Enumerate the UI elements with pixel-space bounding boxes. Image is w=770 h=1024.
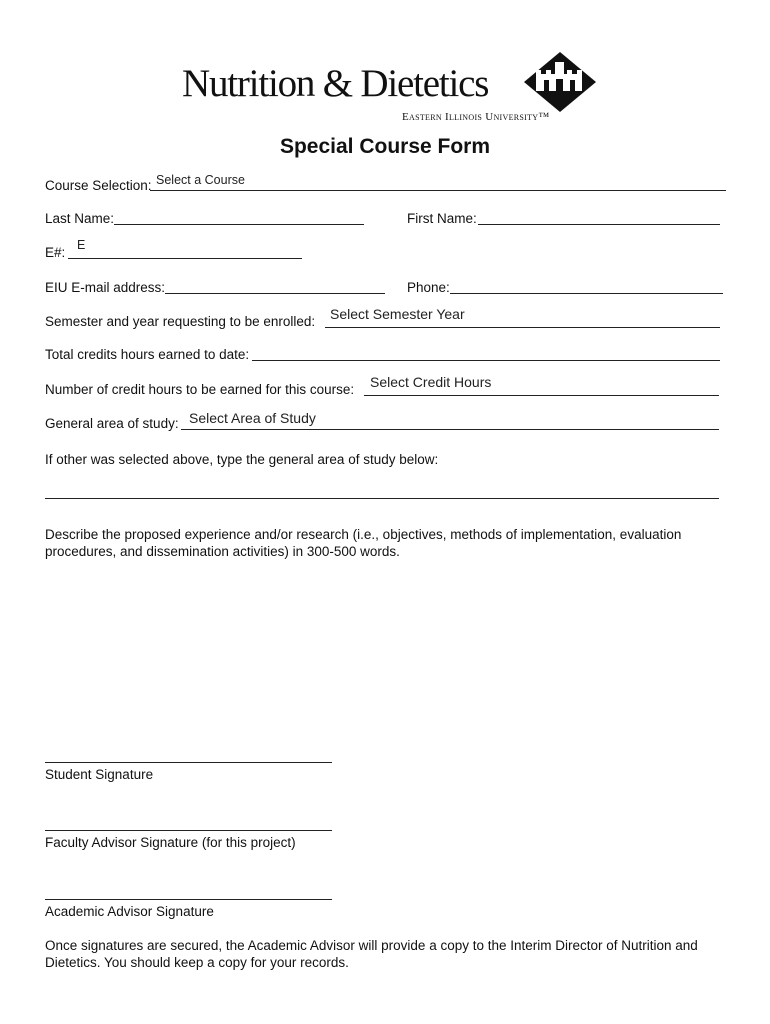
semester-year-underline <box>325 327 720 328</box>
course-selection-label: Course Selection: <box>45 178 152 193</box>
eiu-castle-logo-icon <box>522 50 598 114</box>
academic-signature-line[interactable] <box>45 899 332 900</box>
credit-hours-underline <box>364 395 719 396</box>
student-signature-label: Student Signature <box>45 767 154 782</box>
semester-year-dropdown[interactable]: Select Semester Year <box>330 306 465 322</box>
credit-hours-label: Number of credit hours to be earned for this course: <box>45 382 355 397</box>
phone-field[interactable] <box>450 293 723 294</box>
total-credits-label: Total credits hours earned to date: <box>45 347 250 362</box>
other-area-label: If other was selected above, type the general area of study below: <box>45 452 439 467</box>
first-name-label: First Name: <box>407 211 477 226</box>
area-of-study-underline <box>181 429 719 430</box>
last-name-field[interactable] <box>114 224 364 225</box>
footer-note: Once signatures are secured, the Academic Advisor will provide a copy to the Interim Director of Nutrition and Dietetics. You should keep a copy for your records. <box>45 938 698 970</box>
last-name-label: Last Name: <box>45 211 115 226</box>
e-number-label: E#: <box>45 245 66 260</box>
phone-label: Phone: <box>407 280 450 295</box>
course-selection-underline <box>150 190 726 191</box>
semester-year-label: Semester and year requesting to be enrolled: <box>45 314 316 329</box>
total-credits-field[interactable] <box>252 360 720 361</box>
first-name-field[interactable] <box>478 224 720 225</box>
description-prompt: Describe the proposed experience and/or research (i.e., objectives, methods of implementation, evaluation procedures, and dissemination activities) in 300-500 words. <box>45 527 682 559</box>
logo-title: Nutrition & Dietetics <box>182 62 489 105</box>
other-area-field[interactable] <box>45 498 719 499</box>
email-field[interactable] <box>165 293 385 294</box>
course-selection-dropdown[interactable]: Select a Course <box>156 173 245 187</box>
faculty-signature-line[interactable] <box>45 830 332 831</box>
logo-subtitle: Eastern Illinois University™ <box>402 111 550 123</box>
credit-hours-dropdown[interactable]: Select Credit Hours <box>370 374 492 390</box>
email-label: EIU E-mail address: <box>45 280 166 295</box>
area-of-study-dropdown[interactable]: Select Area of Study <box>189 410 316 426</box>
area-of-study-label: General area of study: <box>45 416 179 431</box>
e-number-field[interactable]: E <box>77 238 86 252</box>
faculty-signature-label: Faculty Advisor Signature (for this project) <box>45 835 296 850</box>
description-text-area[interactable] <box>45 572 719 742</box>
student-signature-line[interactable] <box>45 762 332 763</box>
form-title: Special Course Form <box>279 135 491 158</box>
academic-signature-label: Academic Advisor Signature <box>45 904 214 919</box>
e-number-underline <box>68 258 302 259</box>
